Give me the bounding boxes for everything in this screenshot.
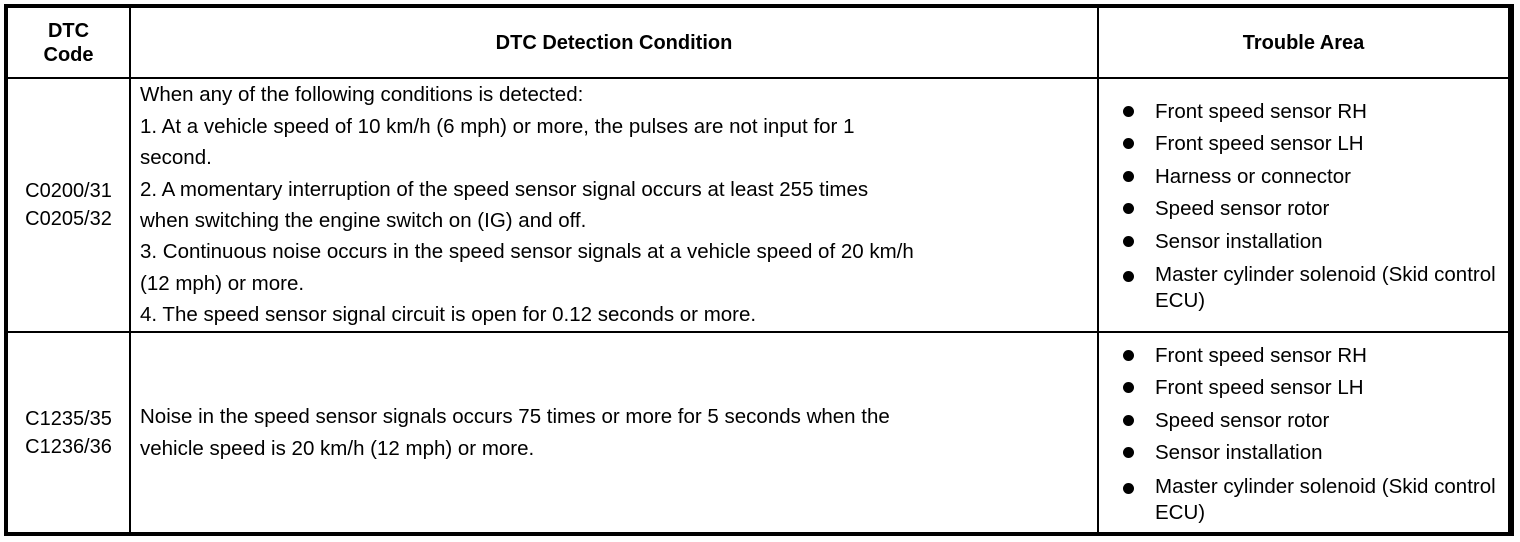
condition-line: Noise in the speed sensor signals occurs 75 times or more for 5 seconds when the bbox=[140, 405, 890, 429]
list-item bbox=[1123, 474, 1500, 526]
bullet-icon bbox=[1123, 203, 1134, 214]
trouble-area-item: Harness or connector bbox=[1155, 164, 1351, 188]
detection-condition-cell bbox=[130, 78, 1098, 332]
trouble-area-item: Sensor installation bbox=[1155, 229, 1323, 253]
table-row bbox=[8, 78, 1508, 332]
trouble-area-item: Front speed sensor RH bbox=[1155, 99, 1367, 123]
bullet-icon bbox=[1123, 483, 1134, 494]
list-item bbox=[1123, 372, 1500, 405]
condition-line: 4. The speed sensor signal circuit is open for 0.12 seconds or more. bbox=[140, 303, 757, 327]
bullet-icon bbox=[1123, 106, 1134, 117]
dtc-code: C1235/35 bbox=[25, 407, 112, 430]
bullet-icon bbox=[1123, 382, 1134, 393]
list-item bbox=[1123, 226, 1500, 259]
table-row bbox=[8, 332, 1508, 532]
condition-line: (12 mph) or more. bbox=[140, 271, 305, 295]
list-item bbox=[1123, 437, 1500, 470]
dtc-code-cell bbox=[8, 78, 130, 332]
table-header-row bbox=[8, 8, 1508, 78]
trouble-area-item: Front speed sensor RH bbox=[1155, 343, 1367, 367]
trouble-area-item: Master cylinder solenoid (Skid control ECU) bbox=[1155, 474, 1496, 524]
dtc-table-frame bbox=[4, 4, 1514, 536]
list-item bbox=[1123, 96, 1500, 129]
trouble-area-list bbox=[1123, 340, 1500, 526]
list-item bbox=[1123, 161, 1500, 194]
list-item bbox=[1123, 405, 1500, 438]
trouble-area-item: Front speed sensor LH bbox=[1155, 376, 1364, 399]
detection-condition-cell bbox=[130, 332, 1098, 532]
dtc-code: C0205/32 bbox=[25, 208, 112, 230]
trouble-area-item: Master cylinder solenoid (Skid control ECU) bbox=[1155, 263, 1496, 313]
bullet-icon bbox=[1123, 271, 1134, 282]
condition-line: 1. At a vehicle speed of 10 km/h (6 mph) or more, the pulses are not input for 1 bbox=[140, 114, 855, 138]
list-item bbox=[1123, 262, 1500, 314]
condition-line: vehicle speed is 20 km/h (12 mph) or more. bbox=[140, 436, 535, 460]
list-item bbox=[1123, 340, 1500, 373]
condition-line: when switching the engine switch on (IG) and off. bbox=[140, 209, 587, 232]
list-item bbox=[1123, 193, 1500, 226]
header-dtc-code-line1: DTC bbox=[47, 19, 90, 42]
condition-line: 3. Continuous noise occurs in the speed sensor signals at a vehicle speed of 20 km/h bbox=[140, 240, 914, 264]
trouble-area-cell bbox=[1098, 332, 1508, 532]
condition-line: second. bbox=[140, 146, 212, 170]
bullet-icon bbox=[1123, 171, 1134, 182]
trouble-area-item: Front speed sensor LH bbox=[1155, 132, 1364, 156]
dtc-code: C1236/36 bbox=[25, 435, 112, 458]
header-trouble-area: Trouble Area bbox=[1098, 8, 1508, 78]
dtc-code-cell bbox=[8, 332, 130, 532]
trouble-area-item: Speed sensor rotor bbox=[1155, 197, 1330, 221]
condition-line: 2. A momentary interruption of the speed sensor signal occurs at least 255 times bbox=[140, 177, 869, 201]
dtc-table bbox=[8, 8, 1508, 532]
bullet-icon bbox=[1123, 447, 1134, 458]
condition-line: When any of the following conditions is detected: bbox=[140, 83, 584, 107]
trouble-area-list bbox=[1123, 96, 1500, 315]
bullet-icon bbox=[1123, 138, 1134, 149]
trouble-area-item: Sensor installation bbox=[1155, 441, 1323, 464]
bullet-icon bbox=[1123, 350, 1134, 361]
trouble-area-item: Speed sensor rotor bbox=[1155, 408, 1330, 432]
bullet-icon bbox=[1123, 236, 1134, 247]
header-dtc-code-line2: Code bbox=[43, 43, 94, 66]
header-dtc-code bbox=[8, 8, 130, 78]
list-item bbox=[1123, 128, 1500, 161]
header-detection-condition: DTC Detection Condition bbox=[130, 8, 1098, 78]
bullet-icon bbox=[1123, 415, 1134, 426]
dtc-code: C0200/31 bbox=[25, 180, 112, 202]
trouble-area-cell bbox=[1098, 78, 1508, 332]
